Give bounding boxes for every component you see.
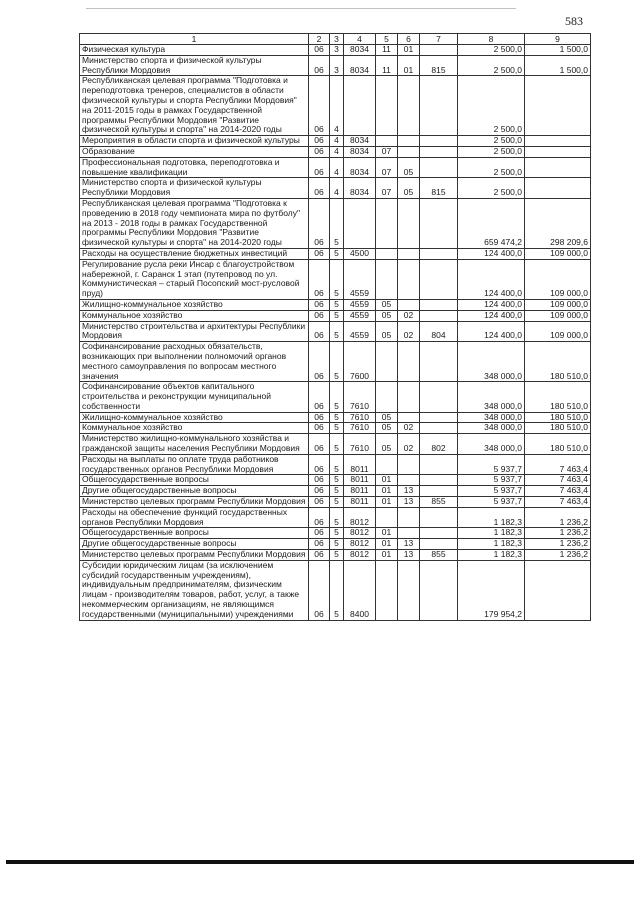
code-cell: 06 <box>309 382 330 412</box>
table-row <box>80 539 591 550</box>
row-name-cell: Физическая культура <box>80 45 309 56</box>
code-cell <box>398 382 420 412</box>
row-name-cell: Профессиональная подготовка, переподготовка и повышение квалификации <box>80 157 309 178</box>
code-cell: 01 <box>398 55 420 76</box>
code-cell: 8012 <box>344 507 376 528</box>
table-row <box>80 434 591 455</box>
code-cell: 02 <box>398 434 420 455</box>
row-name-cell: Республиканская целевая программа "Подготовка и переподготовка тренеров, специалистов в области физической культуры и спорта Республики Мордовия" на 2011-2015 годы в рамках Государственной программы Республики Мордовия "Развитие физической культуры и спорта" на 2014-2020 годы <box>80 76 309 136</box>
code-cell: 4 <box>330 178 344 199</box>
table-row <box>80 76 591 136</box>
table-row <box>80 342 591 382</box>
code-cell: 5 <box>330 539 344 550</box>
code-cell: 06 <box>309 434 330 455</box>
code-cell: 855 <box>420 497 458 508</box>
code-cell: 5 <box>330 382 344 412</box>
amount-cell: 1 236,2 <box>525 507 591 528</box>
amount-cell: 1 182,3 <box>458 550 525 561</box>
header-cell: 2 <box>309 34 330 45</box>
code-cell: 4 <box>330 136 344 147</box>
code-cell <box>398 136 420 147</box>
code-cell: 06 <box>309 178 330 199</box>
code-cell: 05 <box>376 412 398 423</box>
code-cell: 01 <box>376 539 398 550</box>
amount-cell: 5 937,7 <box>458 497 525 508</box>
code-cell: 01 <box>376 497 398 508</box>
amount-cell: 1 236,2 <box>525 550 591 561</box>
table-row <box>80 382 591 412</box>
code-cell: 4559 <box>344 321 376 342</box>
code-cell: 5 <box>330 310 344 321</box>
code-cell: 06 <box>309 76 330 136</box>
code-cell: 5 <box>330 423 344 434</box>
code-cell: 8034 <box>344 178 376 199</box>
row-name-cell: Расходы на выплаты по оплате труда работников государственных органов Республики Мордовия <box>80 454 309 475</box>
code-cell <box>420 136 458 147</box>
code-cell <box>344 198 376 248</box>
code-cell: 06 <box>309 507 330 528</box>
amount-cell: 180 510,0 <box>525 434 591 455</box>
amount-cell: 659 474,2 <box>458 198 525 248</box>
code-cell: 8034 <box>344 45 376 56</box>
code-cell: 13 <box>398 550 420 561</box>
code-cell <box>376 248 398 259</box>
amount-cell: 2 500,0 <box>458 45 525 56</box>
amount-cell: 2 500,0 <box>458 76 525 136</box>
code-cell: 5 <box>330 497 344 508</box>
table-row <box>80 507 591 528</box>
amount-cell: 348 000,0 <box>458 434 525 455</box>
amount-cell: 1 500,0 <box>525 55 591 76</box>
code-cell: 06 <box>309 198 330 248</box>
amount-cell <box>525 76 591 136</box>
code-cell <box>398 299 420 310</box>
code-cell: 5 <box>330 342 344 382</box>
code-cell <box>420 423 458 434</box>
row-name-cell: Общегосударственные вопросы <box>80 475 309 486</box>
amount-cell: 2 500,0 <box>458 157 525 178</box>
amount-cell: 1 236,2 <box>525 539 591 550</box>
code-cell: 05 <box>376 423 398 434</box>
table-row <box>80 259 591 299</box>
code-cell: 7610 <box>344 434 376 455</box>
code-cell: 11 <box>376 45 398 56</box>
code-cell: 01 <box>376 486 398 497</box>
code-cell <box>420 475 458 486</box>
code-cell: 4500 <box>344 248 376 259</box>
row-name-cell: Софинансирование объектов капитального строительства и реконструкции муниципальной собственности <box>80 382 309 412</box>
code-cell <box>398 528 420 539</box>
code-cell <box>420 310 458 321</box>
code-cell <box>398 507 420 528</box>
code-cell: 804 <box>420 321 458 342</box>
code-cell <box>376 382 398 412</box>
header-cell: 4 <box>344 34 376 45</box>
code-cell <box>398 412 420 423</box>
code-cell <box>420 198 458 248</box>
code-cell <box>376 136 398 147</box>
code-cell: 06 <box>309 560 330 620</box>
amount-cell: 5 937,7 <box>458 454 525 475</box>
code-cell: 8011 <box>344 454 376 475</box>
code-cell: 8400 <box>344 560 376 620</box>
code-cell: 06 <box>309 486 330 497</box>
code-cell: 5 <box>330 321 344 342</box>
code-cell: 06 <box>309 136 330 147</box>
code-cell <box>420 248 458 259</box>
code-cell <box>420 486 458 497</box>
code-cell: 4559 <box>344 259 376 299</box>
code-cell: 01 <box>398 45 420 56</box>
code-cell: 06 <box>309 259 330 299</box>
code-cell <box>376 198 398 248</box>
code-cell: 01 <box>376 475 398 486</box>
table-row <box>80 248 591 259</box>
table-row <box>80 157 591 178</box>
scan-top-rule <box>86 8 516 9</box>
code-cell: 8034 <box>344 146 376 157</box>
row-name-cell: Мероприятия в области спорта и физической культуры <box>80 136 309 147</box>
header-cell: 5 <box>376 34 398 45</box>
row-name-cell: Образование <box>80 146 309 157</box>
table-header-row <box>80 34 591 45</box>
code-cell: 06 <box>309 528 330 539</box>
scan-bottom-bar <box>6 860 634 864</box>
code-cell: 05 <box>376 434 398 455</box>
table-row <box>80 310 591 321</box>
code-cell: 7610 <box>344 412 376 423</box>
code-cell: 5 <box>330 486 344 497</box>
code-cell: 01 <box>376 550 398 561</box>
code-cell <box>398 454 420 475</box>
table-row <box>80 136 591 147</box>
table-row <box>80 178 591 199</box>
amount-cell: 1 182,3 <box>458 528 525 539</box>
amount-cell: 1 182,3 <box>458 539 525 550</box>
code-cell: 06 <box>309 299 330 310</box>
code-cell: 06 <box>309 157 330 178</box>
code-cell: 8011 <box>344 486 376 497</box>
amount-cell: 7 463,4 <box>525 497 591 508</box>
code-cell <box>420 528 458 539</box>
code-cell <box>398 259 420 299</box>
amount-cell: 109 000,0 <box>525 310 591 321</box>
amount-cell: 124 400,0 <box>458 310 525 321</box>
code-cell <box>376 259 398 299</box>
table-row <box>80 299 591 310</box>
amount-cell <box>525 146 591 157</box>
code-cell: 02 <box>398 321 420 342</box>
code-cell: 4 <box>330 146 344 157</box>
row-name-cell: Софинансирование расходных обязательств, возникающих при выполнении полномочий органов местного самоуправления по вопросам местного значения <box>80 342 309 382</box>
row-name-cell: Общегосударственные вопросы <box>80 528 309 539</box>
code-cell <box>420 412 458 423</box>
row-name-cell: Министерство целевых программ Республики Мордовия <box>80 550 309 561</box>
row-name-cell: Коммунальное хозяйство <box>80 423 309 434</box>
amount-cell: 1 182,3 <box>458 507 525 528</box>
table-row <box>80 486 591 497</box>
amount-cell: 5 937,7 <box>458 486 525 497</box>
row-name-cell: Министерство спорта и физической культуры Республики Мордовия <box>80 55 309 76</box>
amount-cell: 124 400,0 <box>458 299 525 310</box>
budget-table <box>79 33 591 621</box>
code-cell: 4559 <box>344 299 376 310</box>
row-name-cell: Другие общегосударственные вопросы <box>80 486 309 497</box>
code-cell: 8034 <box>344 157 376 178</box>
code-cell: 7610 <box>344 382 376 412</box>
code-cell: 01 <box>376 528 398 539</box>
amount-cell: 7 463,4 <box>525 454 591 475</box>
code-cell <box>420 146 458 157</box>
code-cell <box>398 475 420 486</box>
code-cell: 4 <box>330 157 344 178</box>
amount-cell: 180 510,0 <box>525 342 591 382</box>
amount-cell <box>525 178 591 199</box>
code-cell <box>420 539 458 550</box>
code-cell <box>376 342 398 382</box>
amount-cell: 348 000,0 <box>458 382 525 412</box>
row-name-cell: Жилищно-коммунальное хозяйство <box>80 299 309 310</box>
code-cell: 7610 <box>344 423 376 434</box>
amount-cell <box>525 560 591 620</box>
row-name-cell: Республиканская целевая программа "Подготовка к проведению в 2018 году чемпионата мира по футболу" на 2013 - 2018 годы в рамках Государственной программы Республики Мордовия "Развитие физической культуры и спорта" на 2014-2020 годы <box>80 198 309 248</box>
code-cell <box>420 45 458 56</box>
code-cell <box>398 248 420 259</box>
code-cell: 05 <box>376 321 398 342</box>
code-cell: 06 <box>309 497 330 508</box>
code-cell: 5 <box>330 475 344 486</box>
code-cell: 11 <box>376 55 398 76</box>
code-cell: 3 <box>330 55 344 76</box>
table-row <box>80 423 591 434</box>
row-name-cell: Расходы на осуществление бюджетных инвестиций <box>80 248 309 259</box>
code-cell: 3 <box>330 45 344 56</box>
amount-cell: 1 500,0 <box>525 45 591 56</box>
code-cell <box>420 76 458 136</box>
amount-cell: 179 954,2 <box>458 560 525 620</box>
header-cell: 1 <box>80 34 309 45</box>
code-cell: 02 <box>398 310 420 321</box>
code-cell: 5 <box>330 198 344 248</box>
code-cell: 06 <box>309 45 330 56</box>
table-row <box>80 528 591 539</box>
amount-cell: 109 000,0 <box>525 259 591 299</box>
table-row <box>80 497 591 508</box>
code-cell <box>376 76 398 136</box>
code-cell: 06 <box>309 412 330 423</box>
code-cell <box>344 76 376 136</box>
code-cell: 05 <box>398 178 420 199</box>
header-cell: 9 <box>525 34 591 45</box>
code-cell: 06 <box>309 321 330 342</box>
code-cell: 06 <box>309 550 330 561</box>
amount-cell: 109 000,0 <box>525 321 591 342</box>
amount-cell: 2 500,0 <box>458 136 525 147</box>
code-cell <box>420 259 458 299</box>
amount-cell: 180 510,0 <box>525 412 591 423</box>
amount-cell: 7 463,4 <box>525 475 591 486</box>
code-cell: 8034 <box>344 55 376 76</box>
code-cell: 06 <box>309 248 330 259</box>
amount-cell: 180 510,0 <box>525 423 591 434</box>
amount-cell: 298 209,6 <box>525 198 591 248</box>
code-cell: 7600 <box>344 342 376 382</box>
code-cell <box>398 560 420 620</box>
code-cell <box>420 342 458 382</box>
code-cell <box>376 454 398 475</box>
table-row <box>80 454 591 475</box>
code-cell: 8012 <box>344 539 376 550</box>
code-cell: 5 <box>330 259 344 299</box>
amount-cell: 1 236,2 <box>525 528 591 539</box>
code-cell: 4559 <box>344 310 376 321</box>
table-row <box>80 475 591 486</box>
table-row <box>80 560 591 620</box>
amount-cell: 109 000,0 <box>525 248 591 259</box>
amount-cell: 348 000,0 <box>458 412 525 423</box>
code-cell <box>420 560 458 620</box>
code-cell: 815 <box>420 55 458 76</box>
row-name-cell: Другие общегосударственные вопросы <box>80 539 309 550</box>
code-cell: 06 <box>309 454 330 475</box>
code-cell: 5 <box>330 550 344 561</box>
row-name-cell: Министерство строительства и архитектуры Республики Мордовия <box>80 321 309 342</box>
amount-cell: 2 500,0 <box>458 55 525 76</box>
code-cell: 5 <box>330 434 344 455</box>
table-row <box>80 550 591 561</box>
code-cell: 802 <box>420 434 458 455</box>
row-name-cell: Министерство целевых программ Республики Мордовия <box>80 497 309 508</box>
code-cell: 8011 <box>344 497 376 508</box>
code-cell <box>398 198 420 248</box>
row-name-cell: Министерство жилищно-коммунального хозяйства и гражданской защиты населения Республики Мордовия <box>80 434 309 455</box>
code-cell: 8011 <box>344 475 376 486</box>
code-cell: 855 <box>420 550 458 561</box>
header-cell: 7 <box>420 34 458 45</box>
code-cell: 8012 <box>344 528 376 539</box>
code-cell: 5 <box>330 560 344 620</box>
code-cell: 07 <box>376 157 398 178</box>
code-cell: 07 <box>376 146 398 157</box>
amount-cell: 180 510,0 <box>525 382 591 412</box>
code-cell: 06 <box>309 539 330 550</box>
header-cell: 6 <box>398 34 420 45</box>
row-name-cell: Субсидии юридическим лицам (за исключением субсидий государственным учреждениям), индивидуальным предпринимателям, физическим лицам - производителям товаров, работ, услуг, а также некоммерческим организациям, не являющимся государственными (муниципальными) учреждениями <box>80 560 309 620</box>
code-cell <box>420 157 458 178</box>
amount-cell: 348 000,0 <box>458 342 525 382</box>
code-cell <box>420 382 458 412</box>
code-cell: 5 <box>330 299 344 310</box>
amount-cell <box>525 157 591 178</box>
code-cell <box>376 560 398 620</box>
code-cell <box>420 299 458 310</box>
code-cell: 06 <box>309 475 330 486</box>
code-cell <box>376 507 398 528</box>
code-cell: 06 <box>309 423 330 434</box>
table-row <box>80 45 591 56</box>
table-row <box>80 412 591 423</box>
code-cell: 02 <box>398 423 420 434</box>
code-cell: 5 <box>330 248 344 259</box>
code-cell <box>398 146 420 157</box>
row-name-cell: Регулирование русла реки Инсар с благоустройством набережной, г. Саранск 1 этап (путепровод по ул. Коммунистическая – старый Посопский мост-русловой пруд) <box>80 259 309 299</box>
amount-cell: 109 000,0 <box>525 299 591 310</box>
code-cell: 13 <box>398 486 420 497</box>
code-cell: 5 <box>330 454 344 475</box>
code-cell: 13 <box>398 497 420 508</box>
amount-cell: 348 000,0 <box>458 423 525 434</box>
code-cell: 06 <box>309 342 330 382</box>
code-cell: 06 <box>309 55 330 76</box>
code-cell: 4 <box>330 76 344 136</box>
code-cell: 5 <box>330 412 344 423</box>
code-cell: 815 <box>420 178 458 199</box>
code-cell <box>398 342 420 382</box>
table-row <box>80 55 591 76</box>
code-cell: 06 <box>309 310 330 321</box>
amount-cell: 124 400,0 <box>458 259 525 299</box>
table-row <box>80 198 591 248</box>
code-cell: 07 <box>376 178 398 199</box>
amount-cell: 124 400,0 <box>458 321 525 342</box>
code-cell: 13 <box>398 539 420 550</box>
code-cell: 8012 <box>344 550 376 561</box>
code-cell: 5 <box>330 507 344 528</box>
row-name-cell: Расходы на обеспечение функций государственных органов Республики Мордовия <box>80 507 309 528</box>
amount-cell: 2 500,0 <box>458 146 525 157</box>
amount-cell: 5 937,7 <box>458 475 525 486</box>
code-cell: 8034 <box>344 136 376 147</box>
table-row <box>80 321 591 342</box>
code-cell: 06 <box>309 146 330 157</box>
table-row <box>80 146 591 157</box>
row-name-cell: Министерство спорта и физической культуры Республики Мордовия <box>80 178 309 199</box>
header-cell: 3 <box>330 34 344 45</box>
code-cell: 05 <box>376 299 398 310</box>
page-number: 583 <box>565 14 583 28</box>
amount-cell: 7 463,4 <box>525 486 591 497</box>
amount-cell: 2 500,0 <box>458 178 525 199</box>
code-cell: 5 <box>330 528 344 539</box>
code-cell <box>398 76 420 136</box>
amount-cell: 124 400,0 <box>458 248 525 259</box>
row-name-cell: Коммунальное хозяйство <box>80 310 309 321</box>
code-cell: 05 <box>398 157 420 178</box>
table-body <box>80 45 591 621</box>
code-cell <box>420 507 458 528</box>
row-name-cell: Жилищно-коммунальное хозяйство <box>80 412 309 423</box>
amount-cell <box>525 136 591 147</box>
code-cell <box>420 454 458 475</box>
header-cell: 8 <box>458 34 525 45</box>
code-cell: 05 <box>376 310 398 321</box>
